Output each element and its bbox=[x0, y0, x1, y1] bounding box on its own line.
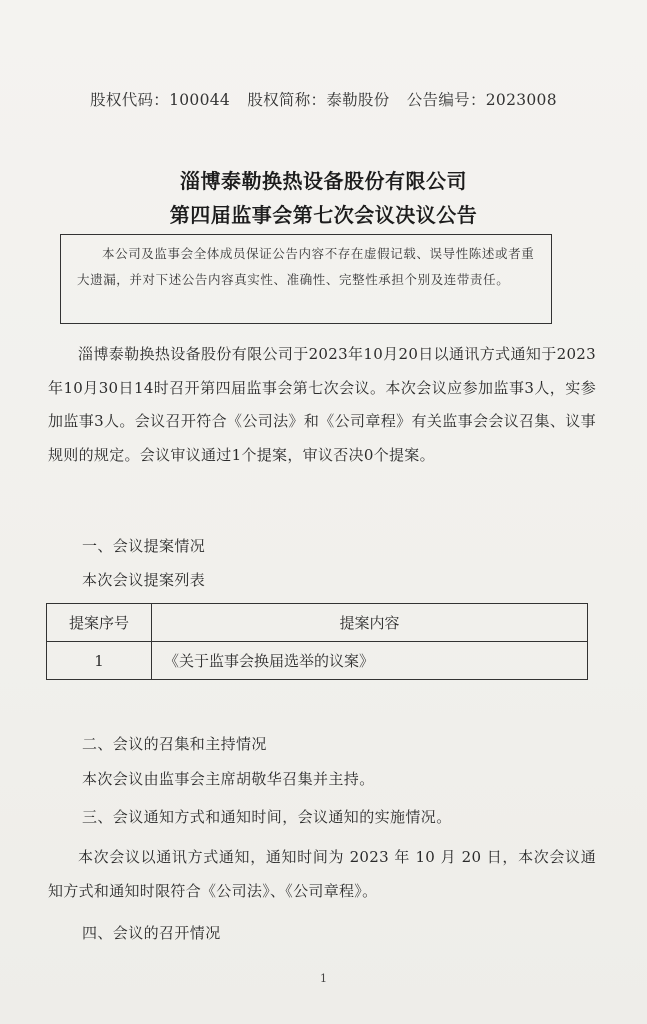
header-proposal-number: 提案序号 bbox=[47, 604, 152, 642]
proposal-number-cell: 1 bbox=[47, 642, 152, 680]
proposal-table bbox=[46, 603, 588, 680]
section-2-heading: 二、会议的召集和主持情况 bbox=[82, 735, 267, 753]
stock-abbreviation: 股权简称：泰勒股份 bbox=[247, 91, 390, 109]
header-proposal-content: 提案内容 bbox=[152, 604, 588, 642]
page-number: 1 bbox=[320, 972, 327, 985]
section-2-text: 本次会议由监事会主席胡敬华召集并主持。 bbox=[82, 770, 375, 788]
proposal-table-caption: 本次会议提案列表 bbox=[82, 571, 206, 589]
announcement-header bbox=[0, 88, 647, 110]
stock-code: 股权代码：100044 bbox=[90, 91, 231, 109]
disclaimer-notice-box: 本公司及监事会全体成员保证公告内容不存在虚假记载、误导性陈述或者重大遗漏，并对下述公告内容真实性、准确性、完整性承担个别及连带责任。 bbox=[60, 234, 552, 324]
announcement-title: 第四届监事会第七次会议决议公告 bbox=[169, 203, 478, 227]
table-row bbox=[47, 642, 588, 680]
announcement-number: 公告编号：2023008 bbox=[406, 91, 557, 109]
table-header-row bbox=[47, 604, 588, 642]
intro-paragraph: 淄博泰勒换热设备股份有限公司于2023年10月20日以通讯方式通知于2023年10月30日14时召开第四届监事会第七次会议。本次会议应参加监事3人，实参加监事3人。会议召开符合《公司法》和《公司章程》有关监事会会议召集、议事规则的规定。会议审议通过1个提案，审议否决0个提案。 bbox=[48, 345, 596, 464]
company-name-title: 淄博泰勒换热设备股份有限公司 bbox=[180, 169, 467, 193]
section-3-heading: 三、会议通知方式和通知时间，会议通知的实施情况。 bbox=[82, 808, 452, 826]
section-4-heading: 四、会议的召开情况 bbox=[82, 924, 221, 942]
proposal-content-cell: 《关于监事会换届选举的议案》 bbox=[152, 642, 588, 680]
section-3-text: 本次会议以通讯方式通知，通知时间为 2023 年 10 月 20 日，本次会议通知方式和通知时限符合《公司法》、《公司章程》。 bbox=[48, 848, 596, 900]
section-1-heading: 一、会议提案情况 bbox=[82, 537, 206, 555]
